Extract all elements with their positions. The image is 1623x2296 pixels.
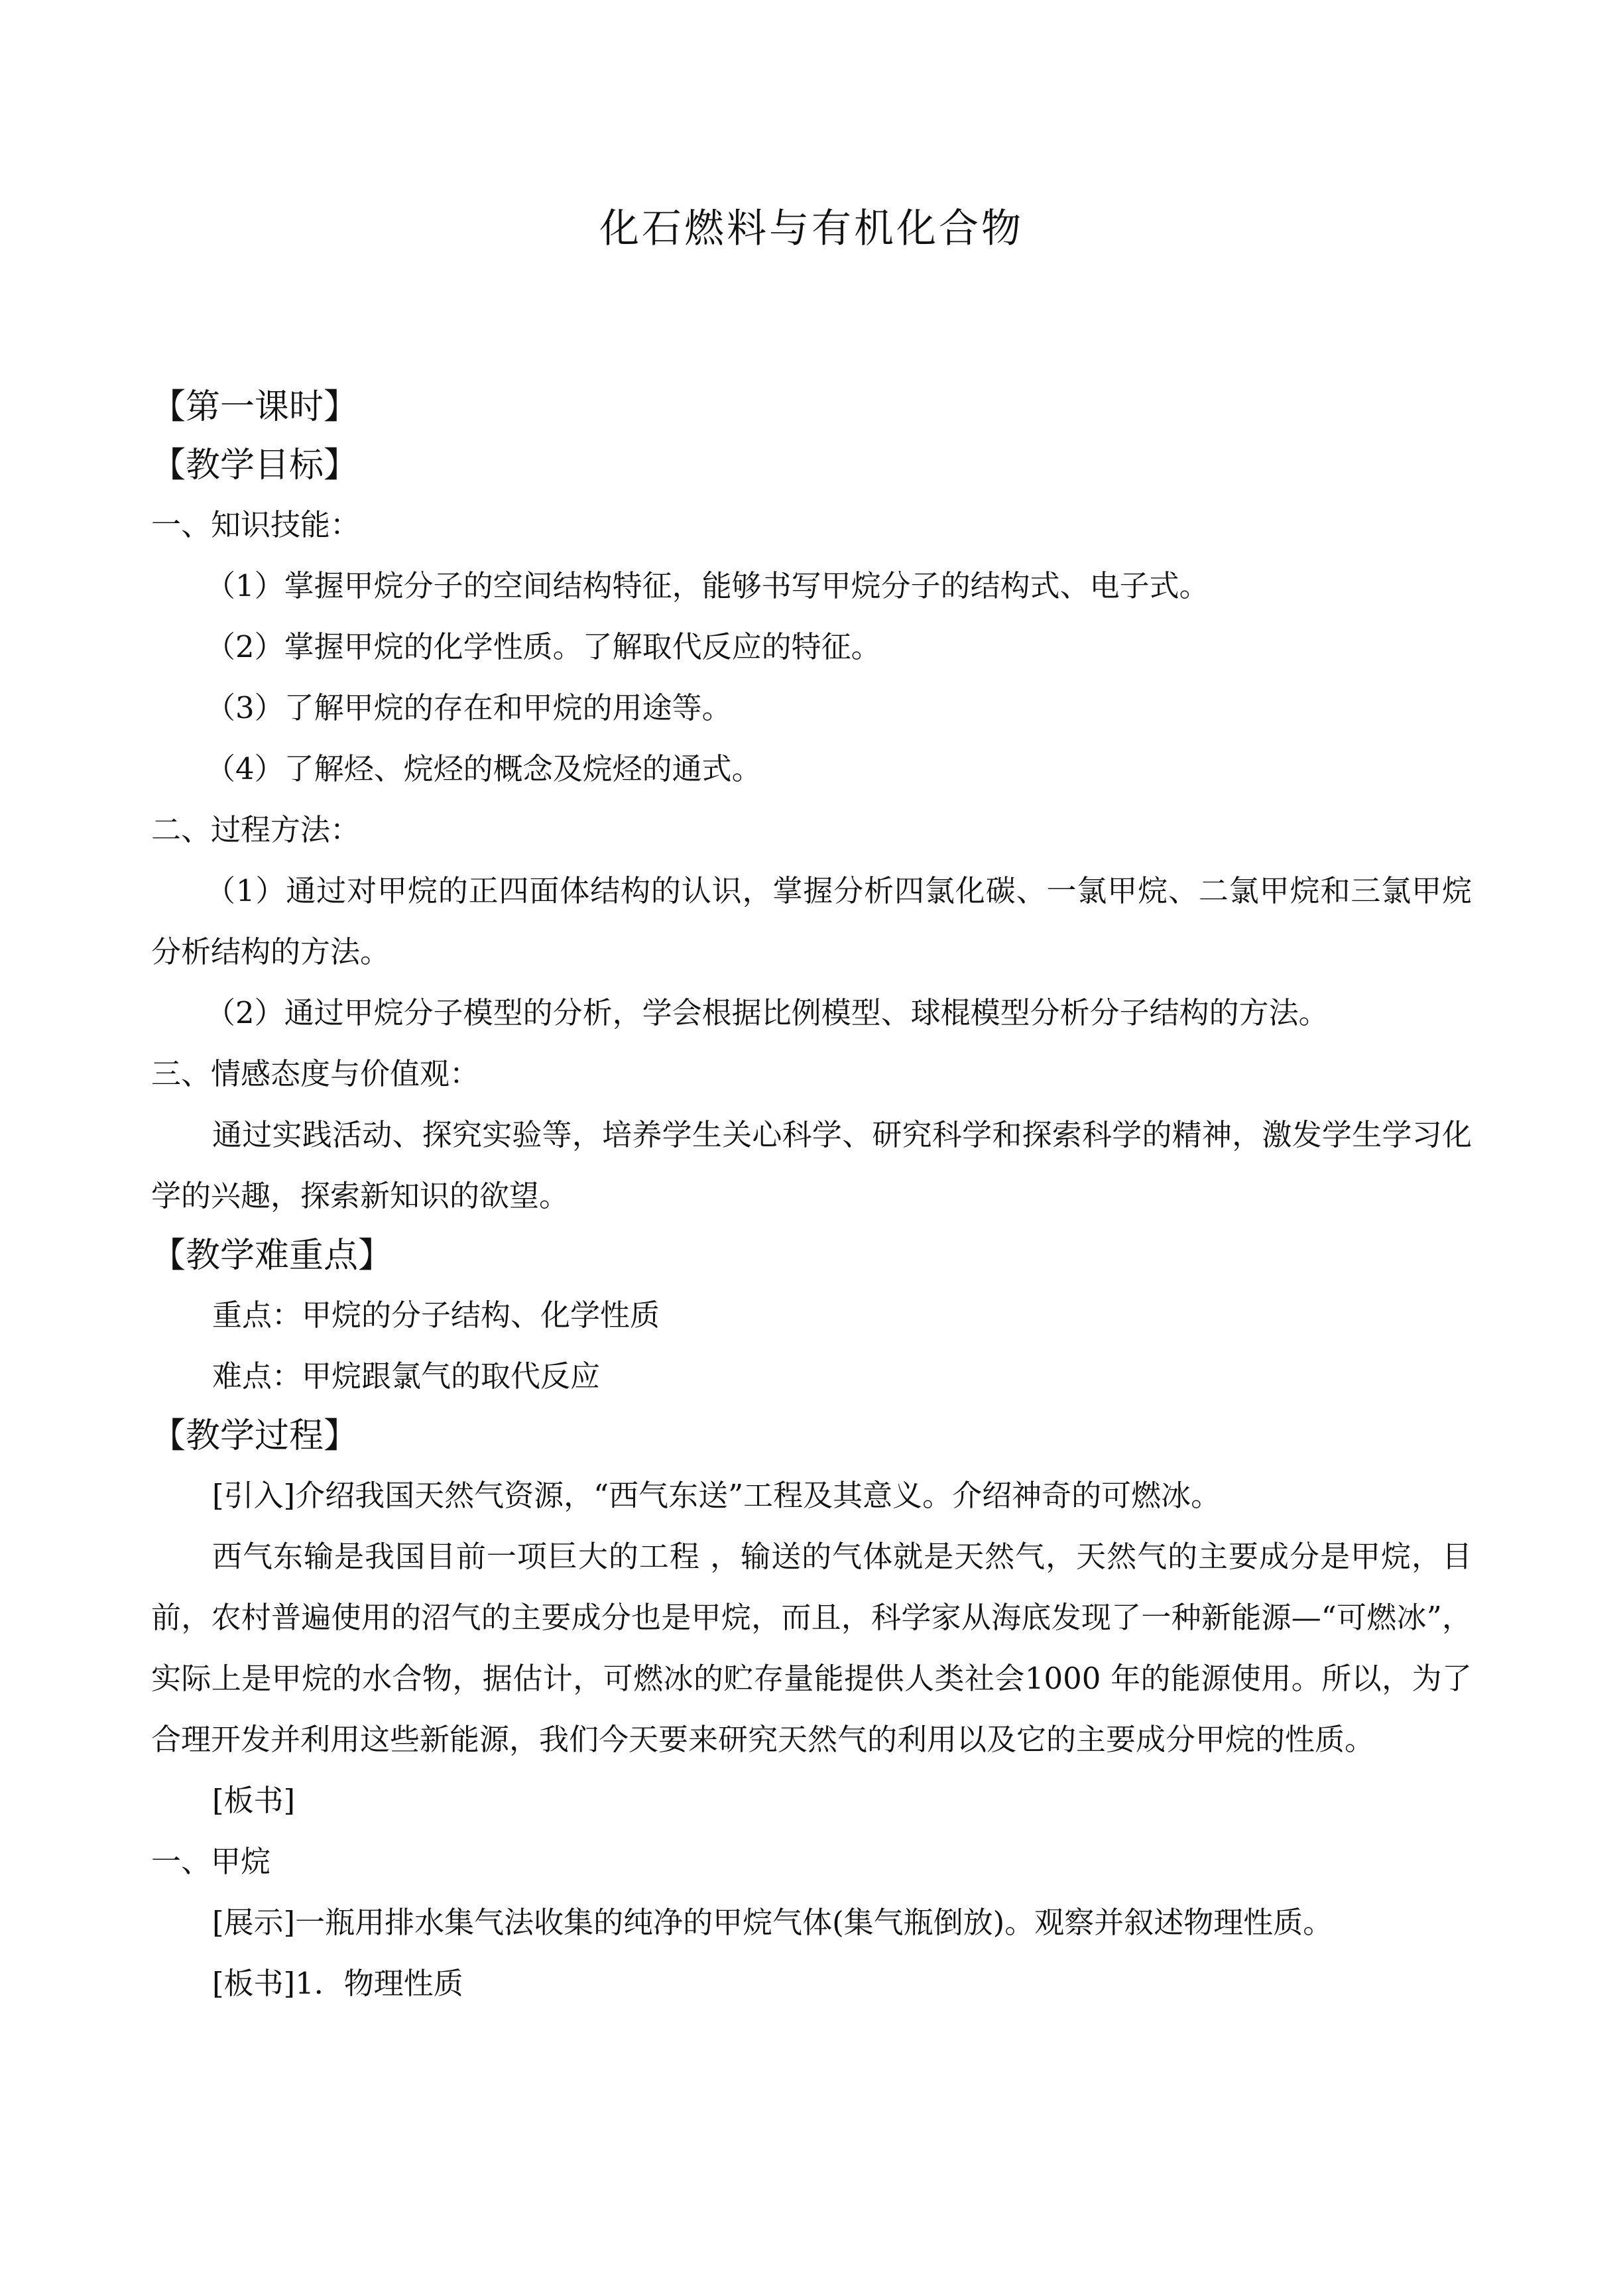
knowledge-item: （4）了解烃、烷烃的概念及烷烃的通式。 <box>206 751 762 786</box>
document-title: 化石燃料与有机化合物 <box>599 206 1024 252</box>
knowledge-item: （1）掌握甲烷分子的空间结构特征，能够书写甲烷分子的结构式、电子式。 <box>206 568 1209 603</box>
difficult-point: 难点：甲烷跟氯气的取代反应 <box>212 1359 601 1394</box>
knowledge-heading: 一、知识技能： <box>151 507 361 542</box>
section-process-heading: 【教学过程】 <box>151 1416 359 1456</box>
section-lesson-heading: 【第一课时】 <box>151 387 359 427</box>
intro-text: [引入]介绍我国天然气资源，“西气东送”工程及其意义。介绍神奇的可燃冰。 <box>212 1478 1221 1513</box>
methane-heading: 一、甲烷 <box>151 1844 271 1879</box>
board-physical-properties: [板书]1．物理性质 <box>212 1966 463 2001</box>
intro-paragraph: 西气东输是我国目前一项巨大的工程 ，输送的气体就是天然气，天然气的主要成分是甲烷，目前，农村普遍使用的沼气的主要成分也是甲烷，而且，科学家从海底发现了一种新能源—“可燃冰”，实际上是甲烷的水合物，据估计，可燃冰的贮存量能提供人类社会1000 年的能源使用。所以，为了合理开发并利用这些新能源，我们今天要来研究天然气的利用以及它的主要成分甲烷的性质。 <box>151 1539 1472 1757</box>
key-point: 重点：甲烷的分子结构、化学性质 <box>212 1298 660 1333</box>
process-method-item: （2）通过甲烷分子模型的分析，学会根据比例模型、球棍模型分析分子结构的方法。 <box>206 995 1329 1030</box>
knowledge-item: （3）了解甲烷的存在和甲烷的用途等。 <box>206 690 732 725</box>
section-key-points-heading: 【教学难重点】 <box>151 1236 393 1276</box>
process-method-item: （1）通过对甲烷的正四面体结构的认识，掌握分析四氯化碳、一氯甲烷、二氯甲烷和三氯甲烷分析结构的方法。 <box>151 873 1472 969</box>
document-body <box>151 378 1472 2014</box>
knowledge-item: （2）掌握甲烷的化学性质。了解取代反应的特征。 <box>206 629 881 664</box>
attitude-text: 通过实践活动、探究实验等，培养学生关心科学、研究科学和探索科学的精神，激发学生学习化学的兴趣，探索新知识的欲望。 <box>151 1117 1472 1213</box>
board-note: [板书] <box>212 1783 296 1818</box>
display-text: [展示]一瓶用排水集气法收集的纯净的甲烷气体(集气瓶倒放)。观察并叙述物理性质。 <box>212 1905 1333 1940</box>
process-method-heading: 二、过程方法： <box>151 812 361 847</box>
section-goals-heading: 【教学目标】 <box>151 446 359 485</box>
attitude-heading: 三、情感态度与价值观： <box>151 1056 480 1091</box>
